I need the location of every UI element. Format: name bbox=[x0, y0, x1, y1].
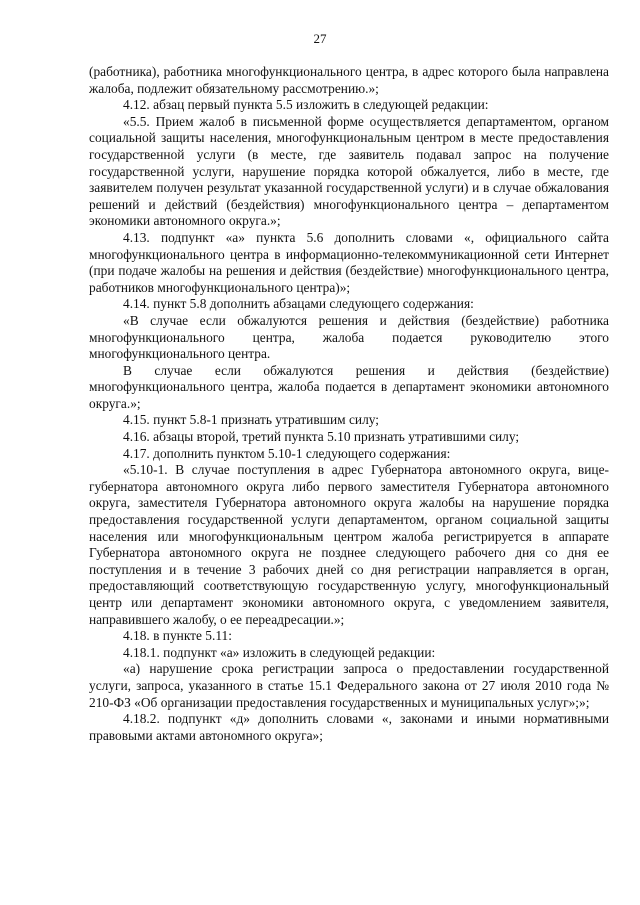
paragraph-4-18: 4.18. в пункте 5.11: bbox=[123, 628, 232, 644]
page-number: 27 bbox=[313, 31, 327, 46]
paragraph-4-12: 4.12. абзац первый пункта 5.5 изложить в следующей редакции: bbox=[123, 97, 489, 113]
paragraph-5-8-addition-2: В случае если обжалуются решения и действия (бездействие) многофункционального центра, жалоба подается в департамент экономики автономного округа.»; bbox=[89, 362, 609, 411]
paragraph-4-17: 4.17. дополнить пунктом 5.10-1 следующего содержания: bbox=[123, 445, 451, 461]
paragraph-5-8-addition-1: «В случае если обжалуются решения и действия (бездействие) работника многофункционального центра, жалоба подается руководителю этого многофункционального центра. bbox=[89, 312, 609, 362]
paragraph-continuation: (работника), работника многофункционального центра, в адрес которого была направлена жалоба, подлежит обязательному рассмотрению.»; bbox=[89, 64, 609, 96]
paragraph-4-16: 4.16. абзацы второй, третий пункта 5.10 признать утратившими силу; bbox=[123, 429, 520, 445]
paragraph-subitem-a-quote: «а) нарушение срока регистрации запроса о предоставлении государственной услуги, запроса, указанного в статье 15.1 Федерального закона от 27 июля 2010 года № 210-ФЗ «Об организации предоставления государственных и муниципальных услуг»;»; bbox=[89, 661, 609, 710]
paragraph-5-5-quote: «5.5. Прием жалоб в письменной форме осуществляется департаментом, органом социальной защиты населения, многофункциональным центром в месте предоставления государственной услуги (в месте, где заявитель подавал запрос на получение государственной услуги, нарушение порядка которой обжалуется, либо в месте, где заявителем получен результат указанной государственной услуги) и в случае обжалования решений и действий (бездействия) многофункционального центра – департаментом экономики автономного округа.»; bbox=[89, 113, 609, 229]
document-body bbox=[89, 64, 609, 744]
paragraph-4-18-2: 4.18.2. подпункт «д» дополнить словами «, законами и иными нормативными правовыми актами автономного округа»; bbox=[89, 711, 609, 743]
paragraph-4-13: 4.13. подпункт «а» пункта 5.6 дополнить словами «, официального сайта многофункционального центра в информационно-телекоммуникационной сети Интернет (при подаче жалобы на решения и действия (бездействие) многофункционального центра, работников многофункционального центра)»; bbox=[89, 229, 609, 295]
paragraph-4-18-1: 4.18.1. подпункт «а» изложить в следующей редакции: bbox=[123, 644, 436, 660]
paragraph-4-15: 4.15. пункт 5.8-1 признать утратившим силу; bbox=[123, 412, 379, 428]
paragraph-4-14: 4.14. пункт 5.8 дополнить абзацами следующего содержания: bbox=[123, 296, 474, 312]
paragraph-5-10-1-quote: «5.10-1. В случае поступления в адрес Губернатора автономного округа, вице-губернатора автономного округа либо первого заместителя Губернатора автономного округа, заместителя Губернатора автономного округа жалобы на нарушение порядка предоставления государственной услуги департаментом, органом социальной защиты населения или многофункциональным центром жалоба регистрируется в аппарате Губернатора автономного округа не позднее следующего рабочего дня со дня ее поступления и в течение 3 рабочих дней со дня регистрации направляется в орган, предоставляющий соответствующую государственную услугу, многофункциональный центр или департамент экономики автономного округа, с уведомлением заявителя, направившего жалобу, о ее переадресации.»; bbox=[89, 462, 609, 627]
